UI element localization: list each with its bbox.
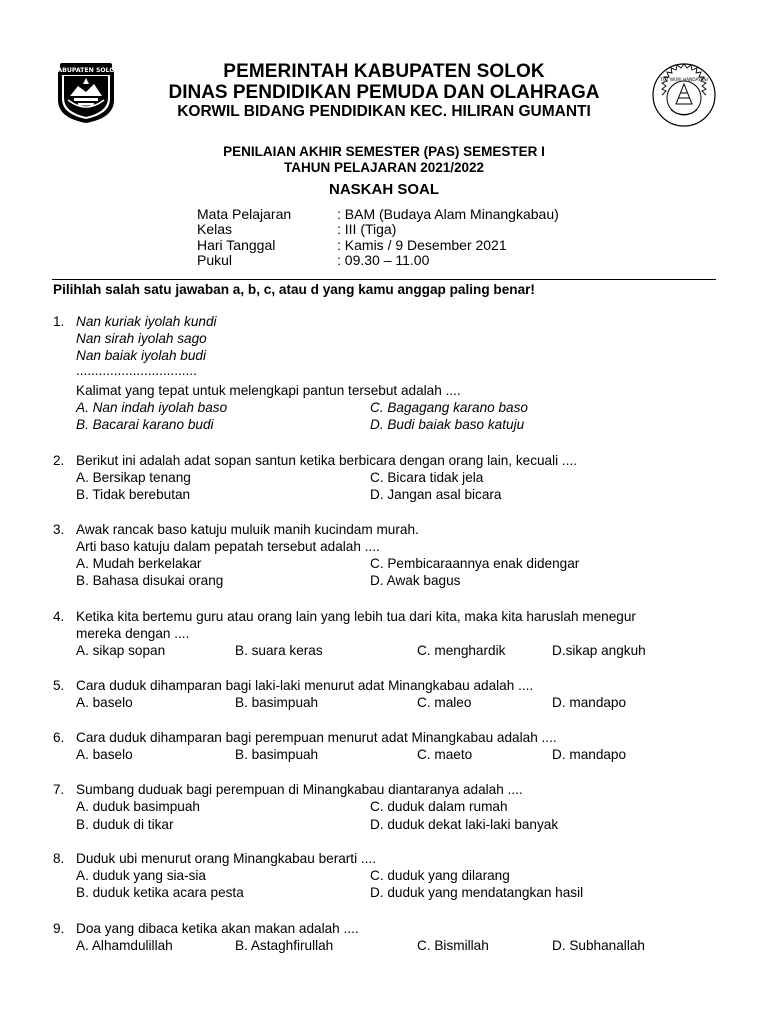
tut-wuri-handayani-logo — [651, 62, 717, 128]
option-a: A. Bersikap tenang — [76, 470, 191, 485]
info-value: : BAM (Budaya Alam Minangkabau) — [337, 206, 559, 222]
header-divider — [52, 279, 716, 280]
option-c: C. maleo — [417, 695, 472, 710]
pantun-blank: ................................ — [76, 363, 197, 378]
option-a: A. baselo — [76, 695, 133, 710]
question-number: 7. — [53, 782, 65, 797]
header-line-2: DINAS PENDIDIKAN PEMUDA DAN OLAHRAGA — [168, 82, 600, 103]
question-text: Awak rancak baso katuju muluik manih kucindam murah. — [76, 522, 419, 537]
question-text: Cara duduk dihamparan bagi perempuan menurut adat Minangkabau adalah .... — [76, 730, 557, 745]
option-c: C. Bagagang karano baso — [370, 400, 528, 415]
question-text: Duduk ubi menurut orang Minangkabau berarti .... — [76, 851, 376, 866]
option-d: D. mandapo — [552, 695, 627, 710]
option-a: A. Alhamdulillah — [76, 938, 173, 953]
question-text: Berikut ini adalah adat sopan santun ketika berbicara dengan orang lain, kecuali .... — [76, 453, 578, 468]
pantun-line: Nan baiak iyolah budi — [76, 348, 206, 363]
option-b: B. basimpuah — [235, 747, 319, 762]
option-c: C. Pembicaraannya enak didengar — [370, 556, 580, 571]
info-label: Mata Pelajaran — [197, 206, 292, 222]
instruction-text: Pilihlah salah satu jawaban a, b, c, atau d yang kamu anggap paling benar! — [53, 282, 535, 297]
exam-subtitle: NASKAH SOAL — [328, 181, 439, 198]
option-c: C. maeto — [417, 747, 473, 762]
option-a: A. baselo — [76, 747, 133, 762]
logo-left-text: KABUPATEN SOLOK — [52, 67, 120, 74]
option-c: C. duduk yang dilarang — [370, 868, 510, 883]
option-b: B. Astaghfirullah — [235, 938, 334, 953]
option-d: D. duduk yang mendatangkan hasil — [370, 885, 584, 900]
info-value: : Kamis / 9 Desember 2021 — [337, 237, 507, 253]
option-d: D. Subhanallah — [552, 938, 645, 953]
option-c: C. Bismillah — [417, 938, 489, 953]
info-label: Hari Tanggal — [197, 237, 276, 253]
question-text-2: mereka dengan .... — [76, 626, 190, 641]
pantun-line: Nan kuriak iyolah kundi — [76, 314, 217, 329]
logo-right-text: TUT WURI HANDAYANI — [660, 78, 708, 83]
option-a: A. Mudah berkelakar — [76, 556, 202, 571]
question-number: 6. — [53, 730, 65, 745]
option-b: B. duduk di tikar — [76, 817, 174, 832]
question-text: Ketika kita bertemu guru atau orang lain yang lebih tua dari kita, maka kita haruslah menegur — [76, 609, 636, 624]
question-text: Cara duduk dihamparan bagi laki-laki menurut adat Minangkabau adalah .... — [76, 678, 534, 693]
question-number: 4. — [53, 609, 65, 624]
option-d: D. duduk dekat laki-laki banyak — [370, 817, 559, 832]
question-number: 8. — [53, 851, 65, 866]
info-label: Pukul — [197, 252, 233, 268]
option-b: B. suara keras — [235, 643, 323, 658]
option-c: C. duduk dalam rumah — [370, 799, 508, 814]
info-label: Kelas — [197, 221, 233, 237]
question-text-2: Arti baso katuju dalam pepatah tersebut adalah .... — [76, 539, 380, 554]
header-line-3: KORWIL BIDANG PENDIDIKAN KEC. HILIRAN GUMANTI — [177, 103, 591, 120]
option-b: B. Bahasa disukai orang — [76, 573, 224, 588]
question-text: Kalimat yang tepat untuk melengkapi pantun tersebut adalah .... — [76, 383, 461, 398]
option-a: A. duduk yang sia-sia — [76, 868, 206, 883]
option-b: B. Tidak berebutan — [76, 487, 191, 502]
header-line-1: PEMERINTAH KABUPATEN SOLOK — [223, 61, 545, 82]
option-b: B. duduk ketika acara pesta — [76, 885, 244, 900]
question-number: 3. — [53, 522, 65, 537]
option-c: C. Bicara tidak jela — [370, 470, 484, 485]
info-value: : 09.30 – 11.00 — [337, 252, 430, 268]
option-d: D. Awak bagus — [370, 573, 461, 588]
option-a: A. duduk basimpuah — [76, 799, 200, 814]
option-a: A. sikap sopan — [76, 643, 166, 658]
exam-title: PENILAIAN AKHIR SEMESTER (PAS) SEMESTER I — [223, 144, 545, 159]
option-b: B. basimpuah — [235, 695, 319, 710]
exam-year: TAHUN PELAJARAN 2021/2022 — [283, 160, 485, 175]
option-d: D. Budi baiak baso katuju — [370, 417, 525, 432]
option-d: D. Jangan asal bicara — [370, 487, 502, 502]
option-d: D.sikap angkuh — [552, 643, 646, 658]
question-text: Doa yang dibaca ketika akan makan adalah .... — [76, 921, 359, 936]
option-b: B. Bacarai karano budi — [76, 417, 214, 432]
question-number: 1. — [53, 314, 65, 329]
info-value: : III (Tiga) — [337, 221, 397, 237]
question-text: Sumbang duduak bagi perempuan di Minangkabau diantaranya adalah .... — [76, 782, 523, 797]
pantun-line: Nan sirah iyolah sago — [76, 331, 207, 346]
option-a: A. Nan indah iyolah baso — [76, 400, 228, 415]
option-d: D. mandapo — [552, 747, 627, 762]
question-number: 9. — [53, 921, 65, 936]
kabupaten-solok-logo — [52, 62, 120, 124]
option-c: C. menghardik — [417, 643, 506, 658]
question-number: 2. — [53, 453, 65, 468]
question-number: 5. — [53, 678, 65, 693]
